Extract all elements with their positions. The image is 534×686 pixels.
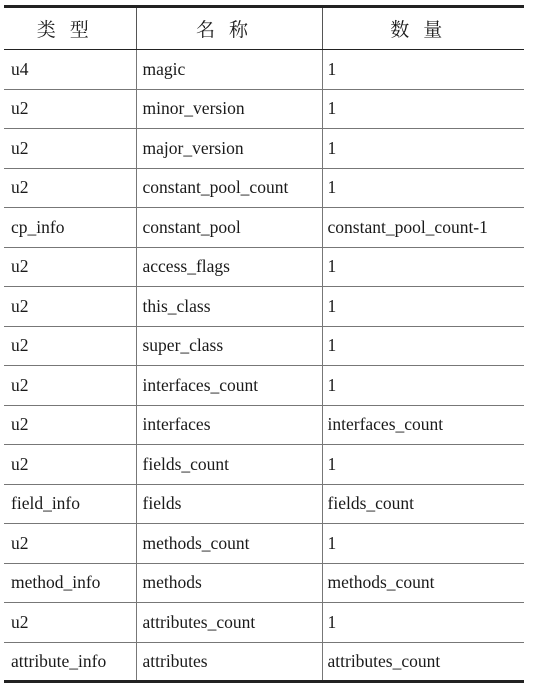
- cell-count: 1: [322, 168, 524, 208]
- table-row: [4, 405, 524, 445]
- cell-type: u2: [4, 287, 136, 327]
- table-row: [4, 445, 524, 485]
- cell-name: super_class: [136, 326, 322, 366]
- class-file-structure-table-container: [4, 5, 524, 683]
- cell-type: u4: [4, 50, 136, 90]
- cell-type: u2: [4, 445, 136, 485]
- cell-name: minor_version: [136, 89, 322, 129]
- header-name: 名称: [136, 7, 322, 50]
- cell-count: 1: [322, 129, 524, 169]
- cell-name: major_version: [136, 129, 322, 169]
- cell-name: constant_pool_count: [136, 168, 322, 208]
- cell-name: interfaces: [136, 405, 322, 445]
- table-row: [4, 326, 524, 366]
- cell-name: methods: [136, 563, 322, 603]
- cell-name: fields: [136, 484, 322, 524]
- cell-count: attributes_count: [322, 642, 524, 682]
- table-row: [4, 287, 524, 327]
- cell-count: 1: [322, 445, 524, 485]
- cell-type: u2: [4, 603, 136, 643]
- table-row: [4, 89, 524, 129]
- cell-count: 1: [322, 50, 524, 90]
- cell-count: 1: [322, 247, 524, 287]
- cell-name: methods_count: [136, 524, 322, 564]
- cell-name: fields_count: [136, 445, 322, 485]
- cell-name: attributes: [136, 642, 322, 682]
- table-row: [4, 563, 524, 603]
- header-row: [4, 7, 524, 50]
- cell-type: u2: [4, 247, 136, 287]
- cell-count: methods_count: [322, 563, 524, 603]
- cell-type: attribute_info: [4, 642, 136, 682]
- cell-count: 1: [322, 524, 524, 564]
- cell-count: 1: [322, 366, 524, 406]
- cell-type: method_info: [4, 563, 136, 603]
- cell-type: u2: [4, 129, 136, 169]
- table-row: [4, 168, 524, 208]
- table-header: [4, 7, 524, 50]
- cell-count: interfaces_count: [322, 405, 524, 445]
- table-row: [4, 247, 524, 287]
- cell-type: cp_info: [4, 208, 136, 248]
- table-row: [4, 603, 524, 643]
- table-row: [4, 208, 524, 248]
- class-file-structure-table: [4, 5, 524, 683]
- cell-count: constant_pool_count-1: [322, 208, 524, 248]
- cell-name: this_class: [136, 287, 322, 327]
- cell-type: u2: [4, 366, 136, 406]
- table-row: [4, 484, 524, 524]
- cell-name: constant_pool: [136, 208, 322, 248]
- cell-type: u2: [4, 524, 136, 564]
- cell-name: magic: [136, 50, 322, 90]
- cell-count: 1: [322, 287, 524, 327]
- cell-count: 1: [322, 89, 524, 129]
- cell-name: interfaces_count: [136, 366, 322, 406]
- table-row: [4, 129, 524, 169]
- cell-type: u2: [4, 168, 136, 208]
- cell-name: attributes_count: [136, 603, 322, 643]
- cell-count: fields_count: [322, 484, 524, 524]
- table-row: [4, 50, 524, 90]
- header-type: 类型: [4, 7, 136, 50]
- cell-name: access_flags: [136, 247, 322, 287]
- cell-type: field_info: [4, 484, 136, 524]
- table-row: [4, 366, 524, 406]
- cell-count: 1: [322, 326, 524, 366]
- header-count: 数量: [322, 7, 524, 50]
- cell-count: 1: [322, 603, 524, 643]
- cell-type: u2: [4, 89, 136, 129]
- table-row: [4, 642, 524, 682]
- table-row: [4, 524, 524, 564]
- table-body: [4, 50, 524, 682]
- cell-type: u2: [4, 326, 136, 366]
- cell-type: u2: [4, 405, 136, 445]
